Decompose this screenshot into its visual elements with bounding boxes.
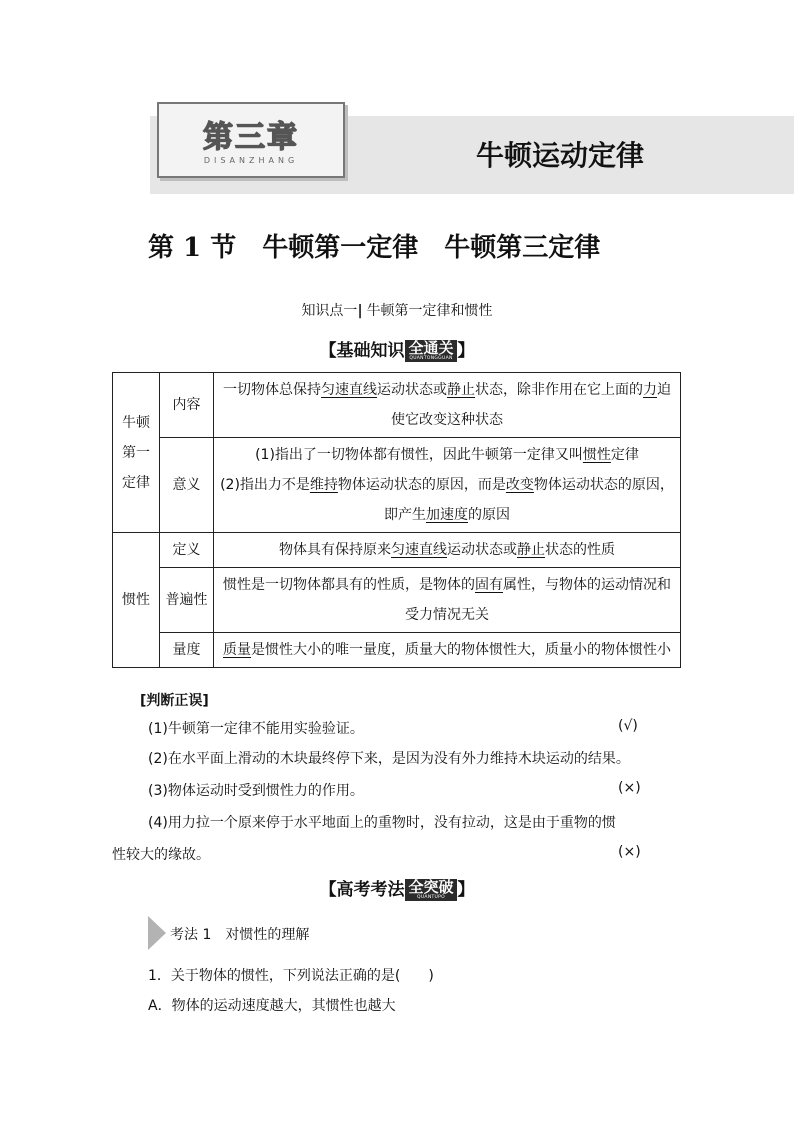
- table-row: [113, 533, 681, 568]
- table-row: [113, 568, 681, 633]
- law-label-cell: 牛顿第一定律: [113, 373, 160, 533]
- exam-heading: [0, 875, 794, 901]
- judgement-mark-4: (×): [618, 844, 641, 860]
- table-row: [113, 373, 681, 438]
- judgement-mark-1: (√): [618, 718, 638, 734]
- judgement-item-4-line1: (4)用力拉一个原来停于水平地面上的重物时，没有拉动，这是由于重物的惯: [148, 815, 616, 831]
- knowledge-table: [112, 372, 681, 668]
- judgement-item-3: (3)物体运动时受到惯性力的作用。: [148, 783, 364, 799]
- chapter-number: 第三章: [203, 120, 299, 155]
- badge-text: 全通关: [408, 339, 454, 357]
- chapter-number-box: [157, 102, 345, 178]
- bracket-close: 】: [457, 880, 475, 900]
- basic-knowledge-text: 基础知识: [336, 341, 405, 361]
- measure-label-cell: 量度: [160, 633, 214, 668]
- table-row: [113, 438, 681, 471]
- question-option-a: A．物体的运动速度越大，其惯性也越大: [148, 998, 396, 1014]
- chapter-pinyin: DISANZHANG: [203, 156, 299, 165]
- section-title: 第 1 节 牛顿第一定律 牛顿第三定律: [148, 233, 601, 263]
- chapter-name: 牛顿运动定律: [476, 139, 645, 172]
- arrow-icon: [148, 916, 166, 950]
- definition-cell: 物体具有保持原来匀速直线运动状态或静止状态的性质: [214, 533, 681, 568]
- basic-knowledge-badge: [405, 340, 456, 362]
- meaning1-cell: (1)指出了一切物体都有惯性，因此牛顿第一定律又叫惯性定律: [214, 438, 681, 471]
- judgement-mark-3: (×): [618, 780, 641, 796]
- universality-label-cell: 普遍性: [160, 568, 214, 633]
- knowledge-point-separator: |: [357, 303, 363, 319]
- badge-pinyin: QUANTUPO: [417, 895, 445, 900]
- content-cell: 一切物体总保持匀速直线运动状态或静止状态，除非作用在它上面的力迫使它改变这种状态: [214, 373, 681, 438]
- bracket-close: 】: [457, 341, 475, 361]
- bracket-open: 【: [319, 880, 337, 900]
- knowledge-point-heading: [0, 300, 794, 320]
- exam-heading-text: 高考考法: [336, 880, 405, 900]
- judgement-item-4-line2: 性较大的缘故。: [112, 847, 210, 863]
- badge-pinyin: QUANTONGGUAN: [409, 356, 453, 361]
- exam-badge: [405, 879, 456, 901]
- question-stem: 1．关于物体的惯性，下列说法正确的是( ): [148, 968, 434, 984]
- meaning-label-cell: 意义: [160, 438, 214, 533]
- measure-cell: 质量是惯性大小的唯一量度，质量大的物体惯性大，质量小的物体惯性小: [214, 633, 681, 668]
- bracket-open: 【: [319, 341, 337, 361]
- inertia-label-cell: 惯性: [113, 533, 160, 668]
- judgement-item-2: (2)在水平面上滑动的木块最终停下来，是因为没有外力维持木块运动的结果。: [148, 751, 630, 767]
- table-row: [113, 633, 681, 668]
- knowledge-point-label: 知识点一: [301, 303, 358, 319]
- judgement-item-1: (1)牛顿第一定律不能用实验验证。: [148, 721, 364, 737]
- knowledge-point-title: 牛顿第一定律和惯性: [366, 303, 493, 319]
- meaning2-cell: (2)指出力不是维持物体运动状态的原因，而是改变物体运动状态的原因，即产生加速度的原因: [214, 470, 681, 533]
- judgement-heading: [判断正误]: [140, 693, 209, 709]
- method-label: 考法 1 对惯性的理解: [170, 927, 310, 943]
- definition-label-cell: 定义: [160, 533, 214, 568]
- badge-text: 全突破: [408, 878, 454, 896]
- content-label-cell: 内容: [160, 373, 214, 438]
- universality-cell: 惯性是一切物体都具有的性质，是物体的固有属性，与物体的运动情况和受力情况无关: [214, 568, 681, 633]
- basic-knowledge-heading: [0, 336, 794, 362]
